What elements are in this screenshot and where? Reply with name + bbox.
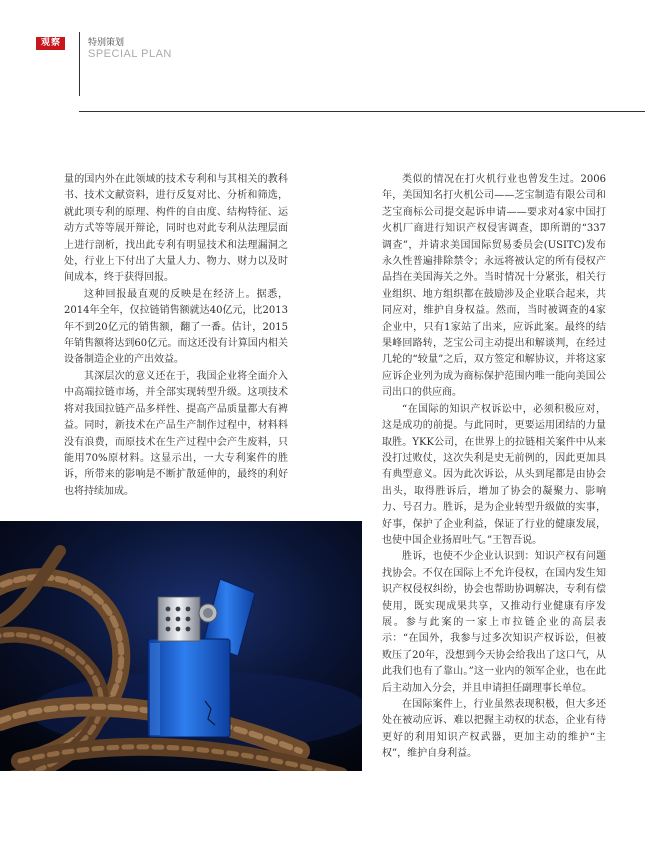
- paragraph: 其深层次的意义还在于，我国企业将全面介入中高端拉链市场，并全部实现转型升级。这项技术将对我国拉链产品多样性、提高产品质量都大有裨益。同时，新技术在产品生产制作过程中，材料料没有浪费，而原技术在生产过程中会产生废料，只能用70%原材料。这显示出，一大专利案件的胜诉，所带来的影响是不断扩散延伸的，最终的利好也将持续加成。: [64, 370, 288, 497]
- header-rule: [79, 111, 645, 112]
- paragraph: “在国际的知识产权诉讼中，必须积极应对，这是成功的前提。与此同时，更要运用团结的力量取胜。YKK公司，在世界上的拉链相关案件中从来没打过败仗，这次失利是史无前例的，因此更加具有典型意义。因为此次诉讼，从头到尾都是由协会出头，取得胜诉后，增加了协会的凝聚力、影响力、号召力。胜诉，是为企业转型升级做的实事，好事，保护了企业利益，保证了行业的健康发展，也使中国企业扬眉吐气。”王智吾说。: [382, 403, 606, 546]
- paragraph: 类似的情况在打火机行业也曾发生过。2006年，美国知名打火机公司——芝宝制造有限公司和芝宝商标公司提交起诉申请——要求对4家中国打火机厂商进行知识产权侵害调查，即所谓的“337调查”，并请求美国国际贸易委员会(USITC)发布永久性普遍排除禁令；永远将被认定的所有侵权产品挡在美国海关之外。当时情况十分紧张，相关行业组织、地方组织都在鼓励涉及企业联合起来，共同应对，维护自身权益。然而，当时被调查的4家企业中，只有1家站了出来，应诉此案。最终的结果峰回路转，芝宝公司主动提出和解谈判，在经过几轮的“较量”之后，双方签定和解协议，并将这家应诉企业列为成为商标保护范围内唯一能向美国公司出口的供应商。: [382, 174, 606, 399]
- paragraph: 量的国内外在此领域的技术专利和与其相关的教科书、技术文献资料，进行反复对比、分析和筛选，就此项专利的原理、构件的自由度、结构特征、运动方式等等展开辩论，同时也对此专利从法理层面上进行剖析，找出此专利有明显技术和法理漏洞之处，行业上下付出了大量人力、物力、财力以及时间成本，终于获得回报。: [64, 174, 288, 284]
- column-tag: 观察: [36, 37, 65, 50]
- paragraph: 在国际案件上，行业虽然表现积极，但大多还处在被动应诉、难以把握主动权的状态，企业有待更好的利用知识产权武器，更加主动的维护“主权”，维护自身利益。: [382, 699, 606, 760]
- header-divider: [79, 32, 80, 96]
- section-title-en: SPECIAL PLAN: [88, 48, 172, 60]
- section-title-cn: 特别策划: [88, 38, 125, 48]
- paragraph: 这种回报最直观的反映是在经济上。据悉，2014年全年，仅拉链销售额就达40亿元，比2013年不到20亿元的销售额，翻了一番。估计，2015年销售额将达到60亿元。而这还没有计算国内相关设备制造企业的产出效益。: [64, 288, 288, 366]
- right-column: [382, 172, 606, 763]
- left-column: [64, 172, 288, 500]
- paragraph: 胜诉，也使不少企业认识到：知识产权有问题找协会。不仅在国际上不允许侵权，在国内发生知识产权侵权纠纷，协会也帮助协调解决，专利有偿使用，既实现成果共享，又推动行业健康有序发展。参与此案的一家上市拉链企业的高层表示：“在国外，我参与过多次知识产权诉讼，但被败压了20年，没想到今天协会给我出了这口气，从此我们也有了靠山。”这一业内的领军企业，也在此后主动加入分会，并且申请担任副理事长单位。: [382, 551, 606, 694]
- lighter-photo: [0, 521, 362, 771]
- blue-lighter-on-rope-icon: [0, 521, 362, 771]
